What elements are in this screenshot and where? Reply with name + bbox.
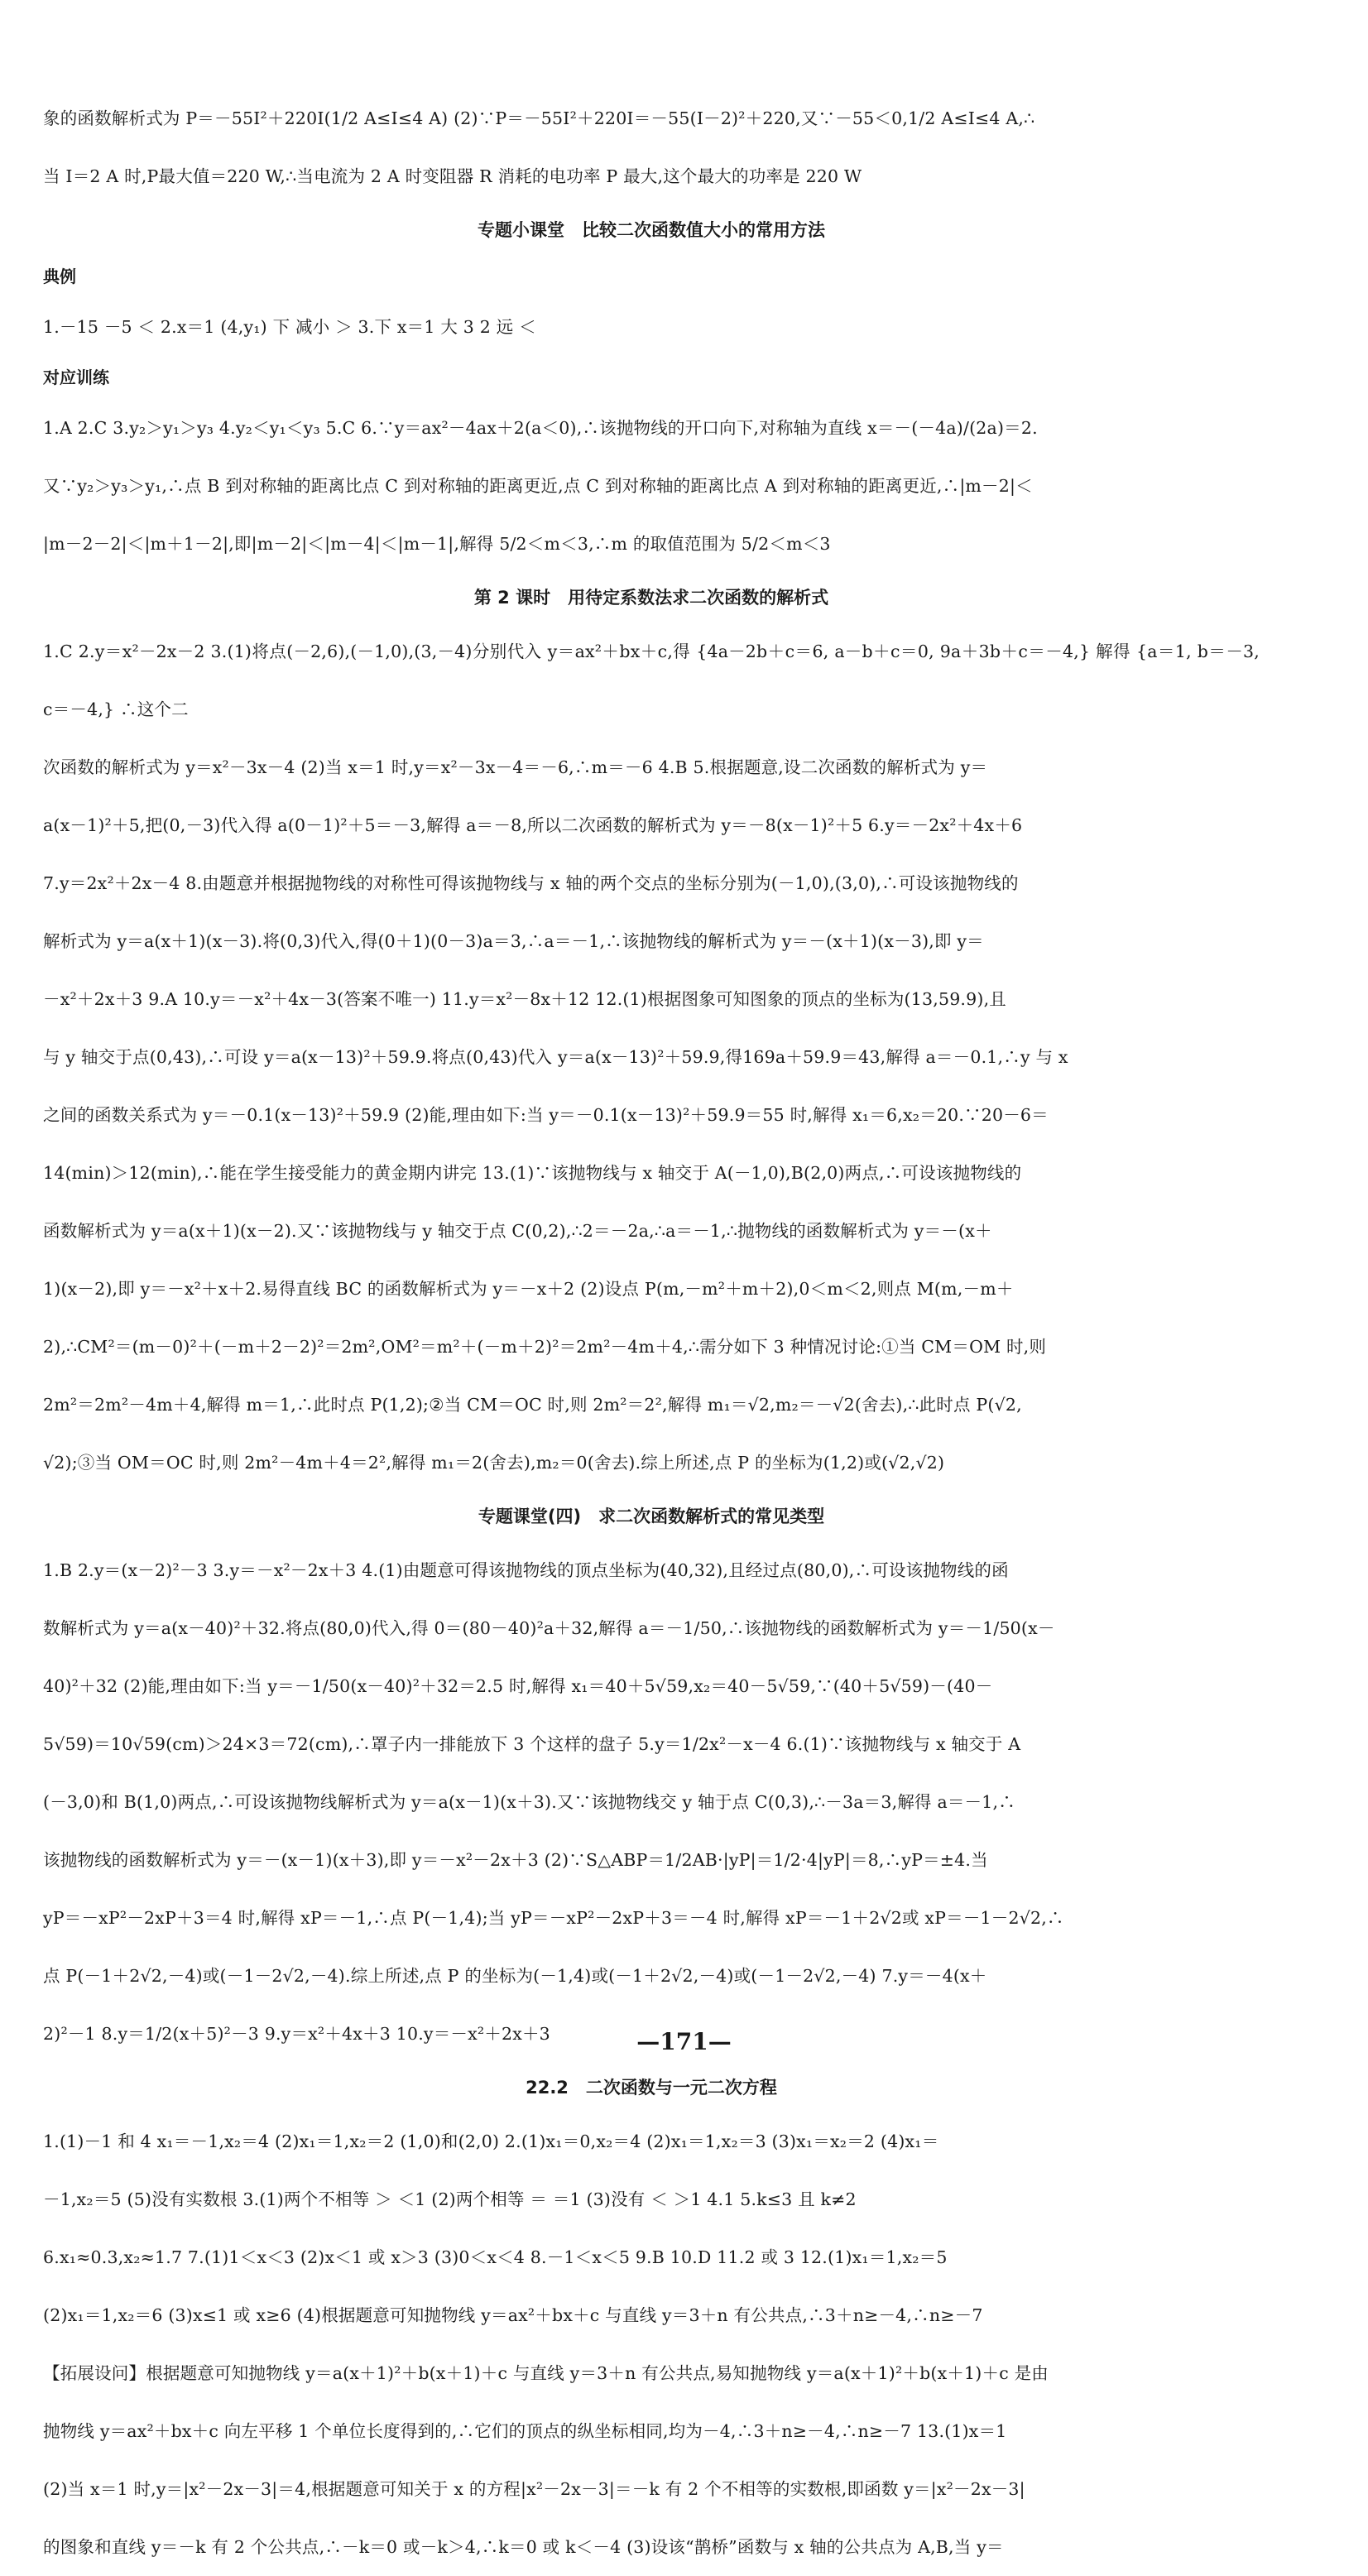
text-line: (－3,0)和 B(1,0)两点,∴可设该抛物线解析式为 y＝a(x－1)(x＋3).又∵该抛物线交 y 轴于点 C(0,3),∴－3a＝3,解得 a＝－1,∴ (43, 1792, 1015, 1812)
text-line: 6.x₁≈0.3,x₂≈1.7 7.(1)1＜x＜3 (2)x＜1 或 x＞3 (3)0＜x＜4 8.－1＜x＜5 9.B 10.D 11.2 或 3 12.(1)x₁＝1,x₂＝5 (43, 2247, 948, 2267)
text-line: 【拓展设问】根据题意可知抛物线 y＝a(x＋1)²＋b(x＋1)＋c 与直线 y＝3＋n 有公共点,易知抛物线 y＝a(x＋1)²＋b(x＋1)＋c 是由 (43, 2363, 1049, 2383)
answer-content (43, 89, 1260, 2576)
text-line: 解析式为 y＝a(x＋1)(x－3).将(0,3)代入,得(0＋1)(0－3)a＝3,∴a＝－1,∴该抛物线的解析式为 y＝－(x＋1)(x－3),即 y＝ (43, 931, 984, 951)
text-line: 1.－15 －5 ＜ 2.x＝1 (4,y₁) 下 减小 ＞ 3.下 x＝1 大 3 2 远 ＜ (43, 317, 536, 337)
text-line: a(x－1)²＋5,把(0,－3)代入得 a(0－1)²＋5＝－3,解得 a＝－8,所以二次函数的解析式为 y＝－8(x－1)²＋5 6.y＝－2x²＋4x＋6 (43, 815, 1023, 835)
text-line: 该抛物线的函数解析式为 y＝－(x－1)(x＋3),即 y＝－x²－2x＋3 (2)∵S△ABP＝1/2AB·|yP|＝1/2·4|yP|＝8,∴yP＝±4.当 (43, 1850, 988, 1870)
text-line: 之间的函数关系式为 y＝－0.1(x－13)²＋59.9 (2)能,理由如下:当 y＝－0.1(x－13)²＋59.9＝55 时,解得 x₁＝6,x₂＝20.∵20－6＝ (43, 1105, 1049, 1125)
page-number: —171— (636, 2028, 732, 2055)
text-line: 1.A 2.C 3.y₂＞y₁＞y₃ 4.y₂＜y₁＜y₃ 5.C 6.∵y＝ax²－4ax＋2(a＜0),∴该抛物线的开口向下,对称轴为直线 x＝－(－4a)/(2a)＝2. (43, 418, 1038, 438)
section-title: 第 2 课时 用待定系数法求二次函数的解析式 (473, 588, 829, 608)
text-line: (2)当 x＝1 时,y＝|x²－2x－3|＝4,根据题意可知关于 x 的方程|x²－2x－3|＝－k 有 2 个不相等的实数根,即函数 y＝|x²－2x－3| (43, 2479, 1025, 2499)
text-line: 又∵y₂＞y₃＞y₁,∴点 B 到对称轴的距离比点 C 到对称轴的距离更近,点 C 到对称轴的距离比点 A 到对称轴的距离更近,∴|m－2|＜ (43, 476, 1033, 496)
text-line: 次函数的解析式为 y＝x²－3x－4 (2)当 x＝1 时,y＝x²－3x－4＝－6,∴m＝－6 4.B 5.根据题意,设二次函数的解析式为 y＝ (43, 757, 988, 777)
text-line: 1.(1)－1 和 4 x₁＝－1,x₂＝4 (2)x₁＝1,x₂＝2 (1,0)和(2,0) 2.(1)x₁＝0,x₂＝4 (2)x₁＝1,x₂＝3 (3)x₁＝x₂＝2 (4)x₁＝ (43, 2131, 939, 2151)
text-line: 象的函数解析式为 P＝－55I²＋220I(1/2 A≤I≤4 A) (2)∵P＝－55I²＋220I＝－55(I－2)²＋220,又∵－55＜0,1/2 A≤I≤4 A,∴ (43, 108, 1035, 128)
text-line: √2);③当 OM＝OC 时,则 2m²－4m＋4＝2²,解得 m₁＝2(舍去),m₂＝0(舍去).综上所述,点 P 的坐标为(1,2)或(√2,√2) (43, 1453, 945, 1473)
subheading: 典例 (43, 267, 76, 286)
text-line: 与 y 轴交于点(0,43),∴可设 y＝a(x－13)²＋59.9.将点(0,43)代入 y＝a(x－13)²＋59.9,得169a＋59.9＝43,解得 a＝－0.1,∴y 与 x (43, 1047, 1068, 1067)
text-line: 7.y＝2x²＋2x－4 8.由题意并根据抛物线的对称性可得该抛物线与 x 轴的两个交点的坐标分别为(－1,0),(3,0),∴可设该抛物线的 (43, 873, 1019, 893)
text-line: 函数解析式为 y＝a(x＋1)(x－2).又∵该抛物线与 y 轴交于点 C(0,2),∴2＝－2a,∴a＝－1,∴抛物线的函数解析式为 y＝－(x＋ (43, 1221, 992, 1241)
text-line: yP＝－xP²－2xP＋3＝4 时,解得 xP＝－1,∴点 P(－1,4);当 yP＝－xP²－2xP＋3＝－4 时,解得 xP＝－1＋2√2或 xP＝－1－2√2,∴ (43, 1908, 1064, 1928)
text-line: 1.B 2.y＝(x－2)²－3 3.y＝－x²－2x＋3 4.(1)由题意可得该抛物线的顶点坐标为(40,32),且经过点(80,0),∴可设该抛物线的函 (43, 1560, 1009, 1580)
section-title: 专题课堂(四) 求二次函数解析式的常见类型 (478, 1507, 825, 1526)
text-line: 抛物线 y＝ax²＋bx＋c 向左平移 1 个单位长度得到的,∴它们的顶点的纵坐标相同,均为－4,∴3＋n≥－4,∴n≥－7 13.(1)x＝1 (43, 2421, 1007, 2441)
text-line: |m－2－2|＜|m＋1－2|,即|m－2|＜|m－4|＜|m－1|,解得 5/2＜m＜3,∴m 的取值范围为 5/2＜m＜3 (43, 534, 831, 554)
text-line: 1.C 2.y＝x²－2x－2 3.(1)将点(－2,6),(－1,0),(3,－4)分别代入 y＝ax²＋bx＋c,得 {4a－2b＋c＝6, a－b＋c＝0, 9a＋3b＋c＝－4,} 解得 {a＝1, b＝－3, c＝－4,} ∴这个二 (43, 642, 1260, 719)
text-line: 5√59)＝10√59(cm)＞24×3＝72(cm),∴罩子内一排能放下 3 个这样的盘子 5.y＝1/2x²－x－4 6.(1)∵该抛物线与 x 轴交于 A (43, 1734, 1021, 1754)
text-line: 数解析式为 y＝a(x－40)²＋32.将点(80,0)代入,得 0＝(80－40)²a＋32,解得 a＝－1/50,∴该抛物线的函数解析式为 y＝－1/50(x－ (43, 1618, 1055, 1638)
text-line: 的图象和直线 y＝－k 有 2 个公共点,∴－k＝0 或－k＞4,∴k＝0 或 k＜－4 (3)设该“鹊桥”函数与 x 轴的公共点为 A,B,当 y＝ (43, 2537, 1004, 2557)
text-line: 2m²＝2m²－4m＋4,解得 m＝1,∴此时点 P(1,2);②当 CM＝OC 时,则 2m²＝2²,解得 m₁＝√2,m₂＝－√2(舍去),∴此时点 P(√2, (43, 1395, 1022, 1415)
text-line: 点 P(－1＋2√2,－4)或(－1－2√2,－4).综上所述,点 P 的坐标为(－1,4)或(－1＋2√2,－4)或(－1－2√2,－4) 7.y＝－4(x＋ (43, 1966, 987, 1986)
text-line: 当 I＝2 A 时,P最大值＝220 W,∴当电流为 2 A 时变阻器 R 消耗的电功率 P 最大,这个最大的功率是 220 W (43, 166, 862, 186)
text-line: (2)x₁＝1,x₂＝6 (3)x≤1 或 x≥6 (4)根据题意可知抛物线 y＝ax²＋bx＋c 与直线 y＝3＋n 有公共点,∴3＋n≥－4,∴n≥－7 (43, 2305, 983, 2325)
text-line: 40)²＋32 (2)能,理由如下:当 y＝－1/50(x－40)²＋32＝2.5 时,解得 x₁＝40＋5√59,x₂＝40－5√59,∵(40＋5√59)－(40－ (43, 1676, 993, 1696)
text-line: －1,x₂＝5 (5)没有实数根 3.(1)两个不相等 ＞ ＜1 (2)两个相等 ＝ ＝1 (3)没有 ＜ ＞1 4.1 5.k≤3 且 k≠2 (43, 2189, 857, 2209)
subheading: 对应训练 (43, 368, 109, 387)
text-line: －x²＋2x＋3 9.A 10.y＝－x²＋4x－3(答案不唯一) 11.y＝x²－8x＋12 12.(1)根据图象可知图象的顶点的坐标为(13,59.9),且 (43, 989, 1007, 1009)
section-title: 专题小课堂 比较二次函数值大小的常用方法 (478, 220, 825, 240)
text-line: 1)(x－2),即 y＝－x²＋x＋2.易得直线 BC 的函数解析式为 y＝－x＋2 (2)设点 P(m,－m²＋m＋2),0＜m＜2,则点 M(m,－m＋ (43, 1279, 1014, 1299)
text-line: 14(min)＞12(min),∴能在学生接受能力的黄金期内讲完 13.(1)∵该抛物线与 x 轴交于 A(－1,0),B(2,0)两点,∴可设该抛物线的 (43, 1163, 1022, 1183)
text-line: 2),∴CM²＝(m－0)²＋(－m＋2－2)²＝2m²,OM²＝m²＋(－m＋2)²＝2m²－4m＋4,∴需分如下 3 种情况讨论:①当 CM＝OM 时,则 (43, 1337, 1047, 1357)
text-line: 2)²－1 8.y＝1/2(x＋5)²－3 9.y＝x²＋4x＋3 10.y＝－x²＋2x＋3 (43, 2024, 550, 2044)
section-title: 22.2 二次函数与一元二次方程 (526, 2078, 777, 2098)
